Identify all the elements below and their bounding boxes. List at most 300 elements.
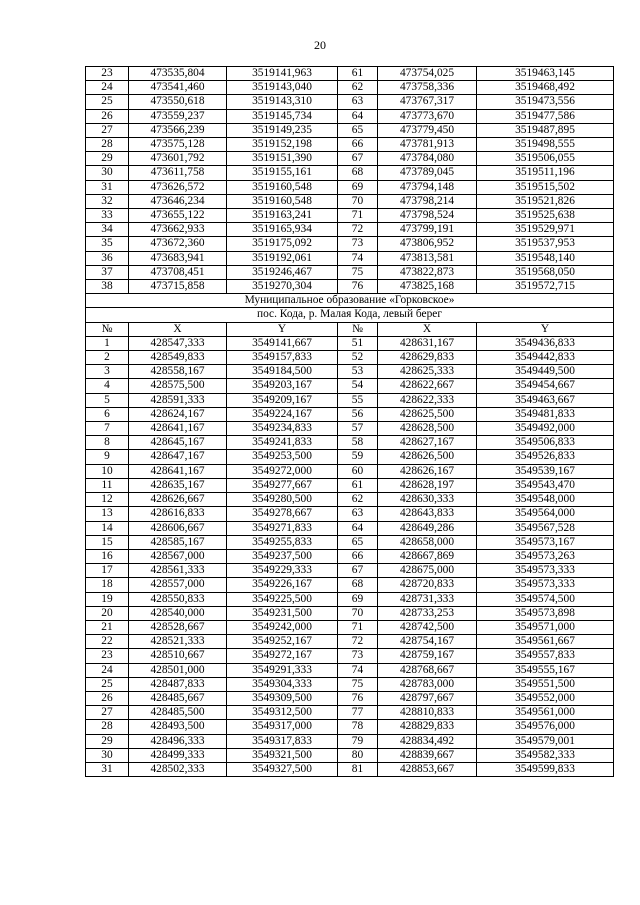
table-row <box>86 478 614 492</box>
x-coordinate-cell: 473575,128 <box>129 138 227 152</box>
x-coordinate-cell: 473794,148 <box>378 180 477 194</box>
point-number-cell: 62 <box>338 493 378 507</box>
table-row <box>86 720 614 734</box>
y-coordinate-cell: 3549141,667 <box>227 336 338 350</box>
x-coordinate-cell: 428667,869 <box>378 549 477 563</box>
table-row <box>86 507 614 521</box>
y-coordinate-cell: 3519246,467 <box>227 265 338 279</box>
x-coordinate-cell: 428839,667 <box>378 748 477 762</box>
x-coordinate-cell: 428629,833 <box>378 351 477 365</box>
x-coordinate-cell: 428631,167 <box>378 336 477 350</box>
x-coordinate-cell: 428557,000 <box>129 578 227 592</box>
header-row <box>86 322 614 336</box>
point-number-cell: 59 <box>338 450 378 464</box>
table-row <box>86 620 614 634</box>
x-coordinate-cell: 473799,191 <box>378 223 477 237</box>
y-coordinate-cell: 3549539,167 <box>477 464 614 478</box>
y-coordinate-cell: 3549317,833 <box>227 734 338 748</box>
x-coordinate-cell: 428549,833 <box>129 351 227 365</box>
y-coordinate-cell: 3519175,092 <box>227 237 338 251</box>
table-row <box>86 464 614 478</box>
point-number-cell: 54 <box>338 379 378 393</box>
x-coordinate-cell: 428606,667 <box>129 521 227 535</box>
x-coordinate-cell: 473646,234 <box>129 194 227 208</box>
y-coordinate-cell: 3549543,470 <box>477 478 614 492</box>
x-coordinate-cell: 428485,500 <box>129 706 227 720</box>
point-number-cell: 77 <box>338 706 378 720</box>
point-number-cell: 64 <box>338 109 378 123</box>
y-coordinate-cell: 3549561,667 <box>477 635 614 649</box>
section-title: Муниципальное образование «Горковское» <box>86 294 614 308</box>
y-coordinate-cell: 3549567,528 <box>477 521 614 535</box>
table-row <box>86 535 614 549</box>
point-number-cell: 25 <box>86 95 129 109</box>
y-coordinate-cell: 3519506,055 <box>477 152 614 166</box>
y-coordinate-cell: 3519529,971 <box>477 223 614 237</box>
x-coordinate-cell: 473784,080 <box>378 152 477 166</box>
point-number-cell: 76 <box>338 280 378 294</box>
y-coordinate-cell: 3519163,241 <box>227 209 338 223</box>
y-coordinate-cell: 3549557,833 <box>477 649 614 663</box>
x-coordinate-cell: 428499,333 <box>129 748 227 762</box>
x-coordinate-cell: 428502,333 <box>129 762 227 776</box>
point-number-cell: 72 <box>338 635 378 649</box>
point-number-cell: 70 <box>338 606 378 620</box>
table-row <box>86 365 614 379</box>
x-coordinate-cell: 428561,333 <box>129 564 227 578</box>
y-coordinate-cell: 3549454,667 <box>477 379 614 393</box>
y-coordinate-cell: 3549526,833 <box>477 450 614 464</box>
y-coordinate-cell: 3549573,333 <box>477 564 614 578</box>
y-coordinate-cell: 3549229,333 <box>227 564 338 578</box>
section-a-body <box>86 67 614 294</box>
y-coordinate-cell: 3549599,833 <box>477 762 614 776</box>
table-row <box>86 393 614 407</box>
table-row <box>86 81 614 95</box>
point-number-cell: 69 <box>338 180 378 194</box>
x-coordinate-cell: 473559,237 <box>129 109 227 123</box>
table-row <box>86 251 614 265</box>
y-coordinate-cell: 3549255,833 <box>227 535 338 549</box>
point-number-cell: 20 <box>86 606 129 620</box>
y-coordinate-cell: 3549184,500 <box>227 365 338 379</box>
point-number-cell: 76 <box>338 691 378 705</box>
point-number-cell: 73 <box>338 649 378 663</box>
header-cell-number-2: № <box>338 322 378 336</box>
y-coordinate-cell: 3549573,167 <box>477 535 614 549</box>
y-coordinate-cell: 3549278,667 <box>227 507 338 521</box>
y-coordinate-cell: 3519143,040 <box>227 81 338 95</box>
point-number-cell: 12 <box>86 493 129 507</box>
x-coordinate-cell: 473754,025 <box>378 67 477 81</box>
x-coordinate-cell: 428540,000 <box>129 606 227 620</box>
point-number-cell: 25 <box>86 677 129 691</box>
x-coordinate-cell: 428733,253 <box>378 606 477 620</box>
table-row <box>86 734 614 748</box>
y-coordinate-cell: 3519165,934 <box>227 223 338 237</box>
y-coordinate-cell: 3519141,963 <box>227 67 338 81</box>
point-number-cell: 29 <box>86 152 129 166</box>
point-number-cell: 18 <box>86 578 129 592</box>
table-row <box>86 265 614 279</box>
point-number-cell: 36 <box>86 251 129 265</box>
x-coordinate-cell: 428628,500 <box>378 422 477 436</box>
x-coordinate-cell: 428647,167 <box>129 450 227 464</box>
point-number-cell: 71 <box>338 209 378 223</box>
point-number-cell: 67 <box>338 152 378 166</box>
section-title-row <box>86 294 614 308</box>
point-number-cell: 34 <box>86 223 129 237</box>
point-number-cell: 52 <box>338 351 378 365</box>
x-coordinate-cell: 428627,167 <box>378 436 477 450</box>
y-coordinate-cell: 3549573,898 <box>477 606 614 620</box>
x-coordinate-cell: 473798,214 <box>378 194 477 208</box>
x-coordinate-cell: 428768,667 <box>378 663 477 677</box>
point-number-cell: 67 <box>338 564 378 578</box>
y-coordinate-cell: 3549436,833 <box>477 336 614 350</box>
x-coordinate-cell: 428567,000 <box>129 549 227 563</box>
y-coordinate-cell: 3519151,390 <box>227 152 338 166</box>
point-number-cell: 31 <box>86 762 129 776</box>
x-coordinate-cell: 473566,239 <box>129 123 227 137</box>
y-coordinate-cell: 3549582,333 <box>477 748 614 762</box>
y-coordinate-cell: 3549209,167 <box>227 393 338 407</box>
point-number-cell: 81 <box>338 762 378 776</box>
y-coordinate-cell: 3549463,667 <box>477 393 614 407</box>
x-coordinate-cell: 428645,167 <box>129 436 227 450</box>
y-coordinate-cell: 3519192,061 <box>227 251 338 265</box>
point-number-cell: 74 <box>338 663 378 677</box>
point-number-cell: 31 <box>86 180 129 194</box>
point-number-cell: 4 <box>86 379 129 393</box>
point-number-cell: 55 <box>338 393 378 407</box>
point-number-cell: 14 <box>86 521 129 535</box>
x-coordinate-cell: 428759,167 <box>378 649 477 663</box>
x-coordinate-cell: 473611,758 <box>129 166 227 180</box>
x-coordinate-cell: 473626,572 <box>129 180 227 194</box>
x-coordinate-cell: 473715,858 <box>129 280 227 294</box>
y-coordinate-cell: 3549571,000 <box>477 620 614 634</box>
x-coordinate-cell: 473683,941 <box>129 251 227 265</box>
x-coordinate-cell: 428550,833 <box>129 592 227 606</box>
header-cell-y: Y <box>227 322 338 336</box>
point-number-cell: 51 <box>338 336 378 350</box>
point-number-cell: 61 <box>338 478 378 492</box>
x-coordinate-cell: 428641,167 <box>129 422 227 436</box>
x-coordinate-cell: 473601,792 <box>129 152 227 166</box>
table-row <box>86 194 614 208</box>
y-coordinate-cell: 3519521,826 <box>477 194 614 208</box>
point-number-cell: 11 <box>86 478 129 492</box>
x-coordinate-cell: 428528,667 <box>129 620 227 634</box>
y-coordinate-cell: 3519160,548 <box>227 194 338 208</box>
point-number-cell: 58 <box>338 436 378 450</box>
y-coordinate-cell: 3549574,500 <box>477 592 614 606</box>
table-row <box>86 180 614 194</box>
x-coordinate-cell: 428493,500 <box>129 720 227 734</box>
x-coordinate-cell: 428810,833 <box>378 706 477 720</box>
table-row <box>86 67 614 81</box>
x-coordinate-cell: 473779,450 <box>378 123 477 137</box>
point-number-cell: 37 <box>86 265 129 279</box>
x-coordinate-cell: 428658,000 <box>378 535 477 549</box>
point-number-cell: 28 <box>86 138 129 152</box>
table-row <box>86 407 614 421</box>
point-number-cell: 27 <box>86 706 129 720</box>
point-number-cell: 80 <box>338 748 378 762</box>
y-coordinate-cell: 3519149,235 <box>227 123 338 137</box>
x-coordinate-cell: 428754,167 <box>378 635 477 649</box>
x-coordinate-cell: 428643,833 <box>378 507 477 521</box>
x-coordinate-cell: 428622,333 <box>378 393 477 407</box>
y-coordinate-cell: 3549481,833 <box>477 407 614 421</box>
point-number-cell: 66 <box>338 549 378 563</box>
y-coordinate-cell: 3519487,895 <box>477 123 614 137</box>
y-coordinate-cell: 3549271,833 <box>227 521 338 535</box>
table-row <box>86 450 614 464</box>
table-row <box>86 649 614 663</box>
x-coordinate-cell: 428731,333 <box>378 592 477 606</box>
y-coordinate-cell: 3519270,304 <box>227 280 338 294</box>
point-number-cell: 53 <box>338 365 378 379</box>
y-coordinate-cell: 3549234,833 <box>227 422 338 436</box>
point-number-cell: 75 <box>338 265 378 279</box>
point-number-cell: 1 <box>86 336 129 350</box>
x-coordinate-cell: 428624,167 <box>129 407 227 421</box>
table-row <box>86 336 614 350</box>
y-coordinate-cell: 3549304,333 <box>227 677 338 691</box>
table-row <box>86 663 614 677</box>
point-number-cell: 74 <box>338 251 378 265</box>
x-coordinate-cell: 428558,167 <box>129 365 227 379</box>
x-coordinate-cell: 428547,333 <box>129 336 227 350</box>
page-number: 20 <box>314 38 326 52</box>
table-row <box>86 237 614 251</box>
x-coordinate-cell: 473773,670 <box>378 109 477 123</box>
point-number-cell: 26 <box>86 691 129 705</box>
y-coordinate-cell: 3549237,500 <box>227 549 338 563</box>
point-number-cell: 56 <box>338 407 378 421</box>
point-number-cell: 75 <box>338 677 378 691</box>
x-coordinate-cell: 428720,833 <box>378 578 477 592</box>
x-coordinate-cell: 428783,000 <box>378 677 477 691</box>
point-number-cell: 30 <box>86 166 129 180</box>
x-coordinate-cell: 473822,873 <box>378 265 477 279</box>
table-row <box>86 123 614 137</box>
x-coordinate-cell: 473708,451 <box>129 265 227 279</box>
point-number-cell: 3 <box>86 365 129 379</box>
table-row <box>86 606 614 620</box>
section-b-body <box>86 336 614 776</box>
x-coordinate-cell: 428496,333 <box>129 734 227 748</box>
header-cell-y-2: Y <box>477 322 614 336</box>
point-number-cell: 64 <box>338 521 378 535</box>
point-number-cell: 15 <box>86 535 129 549</box>
table-row <box>86 422 614 436</box>
point-number-cell: 24 <box>86 81 129 95</box>
y-coordinate-cell: 3549277,667 <box>227 478 338 492</box>
x-coordinate-cell: 428485,667 <box>129 691 227 705</box>
x-coordinate-cell: 473806,952 <box>378 237 477 251</box>
x-coordinate-cell: 428630,333 <box>378 493 477 507</box>
point-number-cell: 5 <box>86 393 129 407</box>
x-coordinate-cell: 428649,286 <box>378 521 477 535</box>
point-number-cell: 69 <box>338 592 378 606</box>
table-row <box>86 493 614 507</box>
point-number-cell: 70 <box>338 194 378 208</box>
header-cell-x-2: X <box>378 322 477 336</box>
table-row <box>86 152 614 166</box>
table-row <box>86 762 614 776</box>
point-number-cell: 29 <box>86 734 129 748</box>
x-coordinate-cell: 428626,500 <box>378 450 477 464</box>
y-coordinate-cell: 3549573,263 <box>477 549 614 563</box>
point-number-cell: 65 <box>338 123 378 137</box>
point-number-cell: 28 <box>86 720 129 734</box>
y-coordinate-cell: 3549224,167 <box>227 407 338 421</box>
point-number-cell: 61 <box>338 67 378 81</box>
x-coordinate-cell: 428487,833 <box>129 677 227 691</box>
y-coordinate-cell: 3549225,500 <box>227 592 338 606</box>
y-coordinate-cell: 3549552,000 <box>477 691 614 705</box>
x-coordinate-cell: 473813,581 <box>378 251 477 265</box>
y-coordinate-cell: 3549231,500 <box>227 606 338 620</box>
x-coordinate-cell: 473550,618 <box>129 95 227 109</box>
table-row <box>86 351 614 365</box>
point-number-cell: 33 <box>86 209 129 223</box>
y-coordinate-cell: 3549579,001 <box>477 734 614 748</box>
table-row <box>86 280 614 294</box>
y-coordinate-cell: 3549506,833 <box>477 436 614 450</box>
y-coordinate-cell: 3519160,548 <box>227 180 338 194</box>
x-coordinate-cell: 473541,460 <box>129 81 227 95</box>
x-coordinate-cell: 473672,360 <box>129 237 227 251</box>
table-row <box>86 592 614 606</box>
point-number-cell: 35 <box>86 237 129 251</box>
point-number-cell: 63 <box>338 95 378 109</box>
y-coordinate-cell: 3519525,638 <box>477 209 614 223</box>
section-subtitle-row <box>86 308 614 322</box>
y-coordinate-cell: 3549449,500 <box>477 365 614 379</box>
point-number-cell: 23 <box>86 649 129 663</box>
y-coordinate-cell: 3519537,953 <box>477 237 614 251</box>
x-coordinate-cell: 428616,833 <box>129 507 227 521</box>
y-coordinate-cell: 3549321,500 <box>227 748 338 762</box>
table-row <box>86 691 614 705</box>
y-coordinate-cell: 3549317,000 <box>227 720 338 734</box>
point-number-cell: 6 <box>86 407 129 421</box>
x-coordinate-cell: 428635,167 <box>129 478 227 492</box>
point-number-cell: 17 <box>86 564 129 578</box>
x-coordinate-cell: 428675,000 <box>378 564 477 578</box>
table-row <box>86 166 614 180</box>
table-row <box>86 436 614 450</box>
y-coordinate-cell: 3549576,000 <box>477 720 614 734</box>
section-subtitle: пос. Кода, р. Малая Кода, левый берег <box>86 308 614 322</box>
x-coordinate-cell: 428585,167 <box>129 535 227 549</box>
point-number-cell: 57 <box>338 422 378 436</box>
x-coordinate-cell: 473781,913 <box>378 138 477 152</box>
y-coordinate-cell: 3519511,196 <box>477 166 614 180</box>
y-coordinate-cell: 3519155,161 <box>227 166 338 180</box>
point-number-cell: 68 <box>338 578 378 592</box>
point-number-cell: 26 <box>86 109 129 123</box>
y-coordinate-cell: 3549309,500 <box>227 691 338 705</box>
table-row <box>86 706 614 720</box>
point-number-cell: 79 <box>338 734 378 748</box>
point-number-cell: 19 <box>86 592 129 606</box>
point-number-cell: 71 <box>338 620 378 634</box>
table-row <box>86 109 614 123</box>
point-number-cell: 65 <box>338 535 378 549</box>
y-coordinate-cell: 3549272,000 <box>227 464 338 478</box>
table-row <box>86 95 614 109</box>
point-number-cell: 16 <box>86 549 129 563</box>
table-row <box>86 635 614 649</box>
y-coordinate-cell: 3549573,333 <box>477 578 614 592</box>
y-coordinate-cell: 3519463,145 <box>477 67 614 81</box>
y-coordinate-cell: 3549226,167 <box>227 578 338 592</box>
point-number-cell: 72 <box>338 223 378 237</box>
point-number-cell: 62 <box>338 81 378 95</box>
y-coordinate-cell: 3549492,000 <box>477 422 614 436</box>
x-coordinate-cell: 428625,500 <box>378 407 477 421</box>
x-coordinate-cell: 428626,167 <box>378 464 477 478</box>
table-row <box>86 564 614 578</box>
x-coordinate-cell: 428625,333 <box>378 365 477 379</box>
y-coordinate-cell: 3519473,556 <box>477 95 614 109</box>
y-coordinate-cell: 3519515,502 <box>477 180 614 194</box>
x-coordinate-cell: 428626,667 <box>129 493 227 507</box>
y-coordinate-cell: 3519498,555 <box>477 138 614 152</box>
header-cell-x: X <box>129 322 227 336</box>
point-number-cell: 66 <box>338 138 378 152</box>
x-coordinate-cell: 473789,045 <box>378 166 477 180</box>
table-row <box>86 549 614 563</box>
x-coordinate-cell: 473662,933 <box>129 223 227 237</box>
y-coordinate-cell: 3519477,586 <box>477 109 614 123</box>
x-coordinate-cell: 428501,000 <box>129 663 227 677</box>
y-coordinate-cell: 3519568,050 <box>477 265 614 279</box>
section-b-heading <box>86 294 614 337</box>
y-coordinate-cell: 3549203,167 <box>227 379 338 393</box>
point-number-cell: 68 <box>338 166 378 180</box>
point-number-cell: 32 <box>86 194 129 208</box>
point-number-cell: 38 <box>86 280 129 294</box>
table-row <box>86 209 614 223</box>
coordinates-table <box>85 66 614 777</box>
table-row <box>86 138 614 152</box>
x-coordinate-cell: 428834,492 <box>378 734 477 748</box>
x-coordinate-cell: 428510,667 <box>129 649 227 663</box>
table-row <box>86 578 614 592</box>
y-coordinate-cell: 3519572,715 <box>477 280 614 294</box>
y-coordinate-cell: 3549561,000 <box>477 706 614 720</box>
x-coordinate-cell: 473758,336 <box>378 81 477 95</box>
point-number-cell: 27 <box>86 123 129 137</box>
y-coordinate-cell: 3549551,500 <box>477 677 614 691</box>
y-coordinate-cell: 3549312,500 <box>227 706 338 720</box>
point-number-cell: 30 <box>86 748 129 762</box>
point-number-cell: 78 <box>338 720 378 734</box>
y-coordinate-cell: 3549564,000 <box>477 507 614 521</box>
point-number-cell: 13 <box>86 507 129 521</box>
y-coordinate-cell: 3519468,492 <box>477 81 614 95</box>
x-coordinate-cell: 428797,667 <box>378 691 477 705</box>
table-row <box>86 677 614 691</box>
point-number-cell: 21 <box>86 620 129 634</box>
point-number-cell: 63 <box>338 507 378 521</box>
